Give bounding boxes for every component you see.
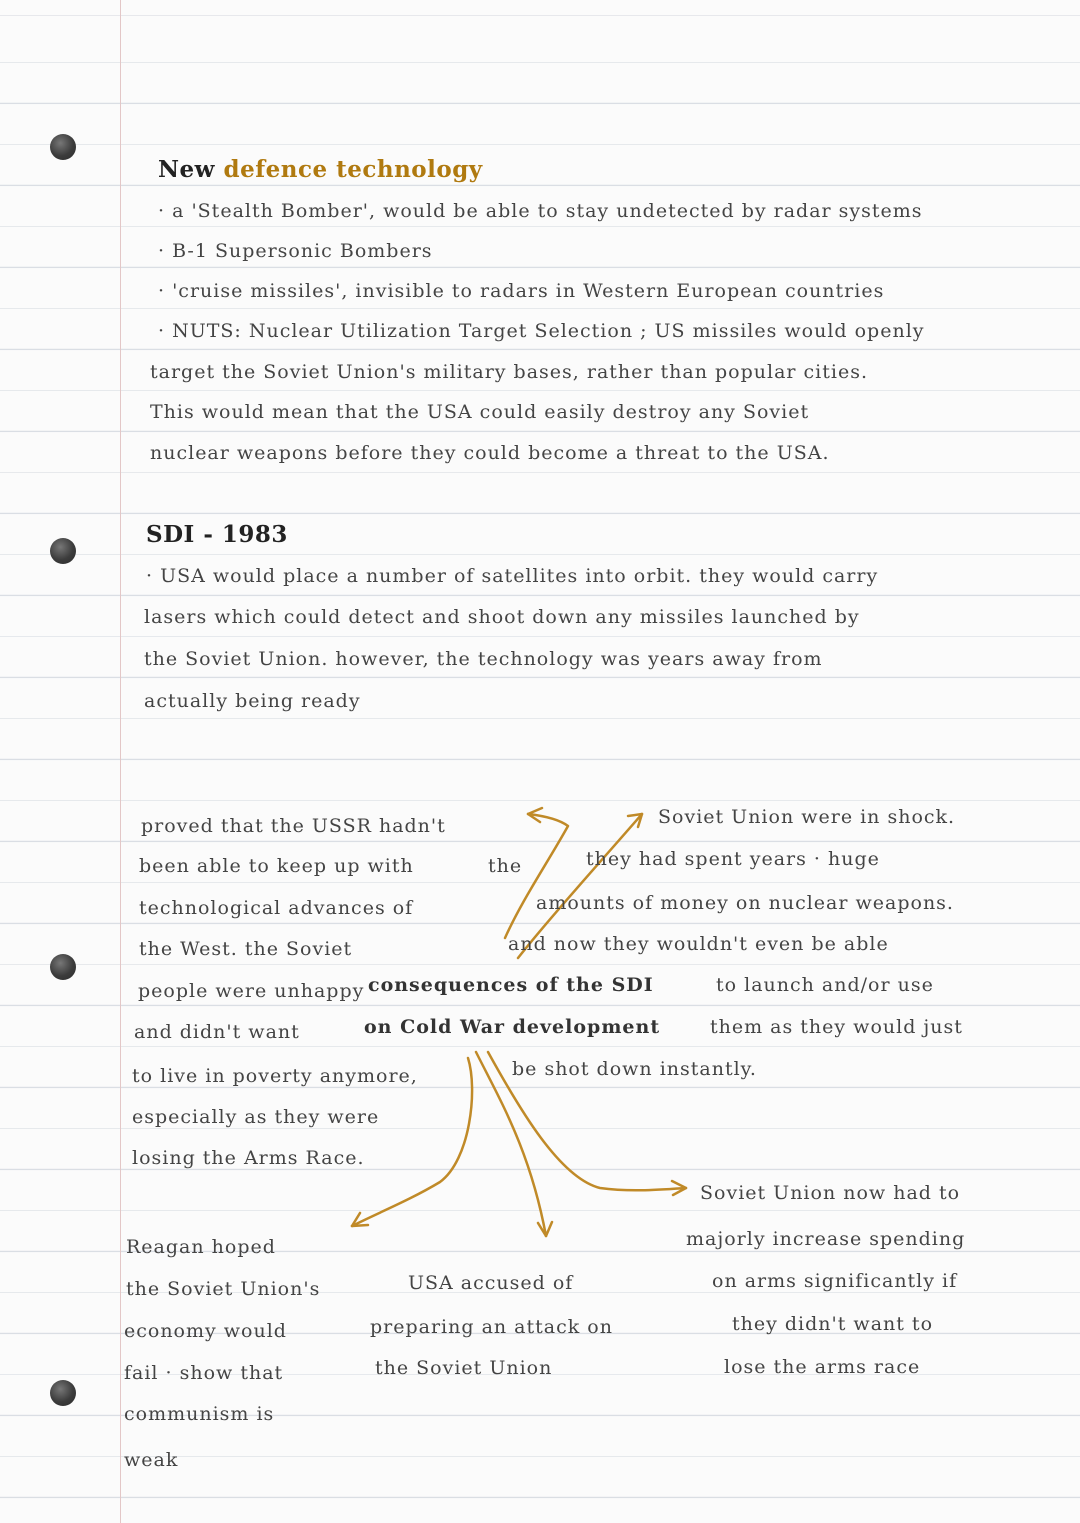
mindmap-text: preparing an attack on — [370, 1316, 613, 1338]
mindmap-text: and didn't want — [134, 1021, 300, 1043]
mindmap-text: people were unhappy — [138, 980, 365, 1002]
mindmap-text: weak — [124, 1449, 179, 1471]
mindmap-text: technological advances of — [139, 897, 414, 919]
mindmap-text: be shot down instantly. — [512, 1058, 757, 1080]
note-line: · 'cruise missiles', invisible to radars in Western European countries — [158, 280, 885, 302]
mindmap-text: majorly increase spending — [686, 1228, 966, 1250]
note-line: · a 'Stealth Bomber', would be able to stay undetected by radar systems — [158, 200, 923, 222]
note-line: · B-1 Supersonic Bombers — [158, 240, 433, 262]
mindmap-text: lose the arms race — [724, 1356, 921, 1378]
mindmap-text: to launch and/or use — [716, 974, 934, 996]
mindmap-text: proved that the USSR hadn't — [141, 815, 446, 837]
mindmap-text: USA accused of — [408, 1272, 574, 1294]
mindmap-text: been able to keep up with — [139, 855, 414, 877]
title-highlight: defence technology — [223, 156, 483, 183]
note-line: This would mean that the USA could easily destroy any Soviet — [150, 401, 810, 423]
mindmap-center-topic: on Cold War development — [364, 1016, 661, 1038]
note-line: target the Soviet Union's military bases, rather than popular cities. — [150, 361, 868, 383]
mindmap-text: especially as they were — [132, 1106, 380, 1128]
note-line: · USA would place a number of satellites into orbit. they would carry — [146, 565, 879, 587]
note-line: · NUTS: Nuclear Utilization Target Selection ; US missiles would openly — [158, 320, 925, 342]
mindmap-text: the Soviet Union — [375, 1357, 553, 1379]
note-line: nuclear weapons before they could become a threat to the USA. — [150, 442, 830, 464]
mindmap-text: the — [488, 855, 523, 877]
mindmap-text: Soviet Union now had to — [700, 1182, 961, 1204]
mindmap-text: and now they wouldn't even be able — [508, 933, 889, 955]
mindmap-text: they didn't want to — [732, 1313, 934, 1335]
note-line: actually being ready — [144, 690, 361, 712]
mindmap-text: the Soviet Union's — [126, 1278, 321, 1300]
mindmap-text: Soviet Union were in shock. — [658, 806, 956, 828]
mindmap-text: fail · show that — [124, 1362, 284, 1384]
mindmap-text: amounts of money on nuclear weapons. — [536, 892, 954, 914]
mindmap-text: losing the Arms Race. — [132, 1147, 365, 1169]
mindmap-text: to live in poverty anymore, — [132, 1065, 418, 1087]
mindmap-text: them as they would just — [710, 1016, 963, 1038]
note-line: lasers which could detect and shoot down any missiles launched by — [144, 606, 860, 628]
mindmap-text: on arms significantly if — [712, 1270, 958, 1292]
section-title-sdi: SDI - 1983 — [146, 521, 288, 548]
mindmap-text: communism is — [124, 1403, 275, 1425]
mindmap-text: they had spent years · huge — [586, 848, 880, 870]
mindmap-text: the West. the Soviet — [139, 938, 353, 960]
mindmap-text: economy would — [124, 1320, 287, 1342]
mindmap-text: Reagan hoped — [126, 1236, 276, 1258]
title-word: New — [158, 156, 215, 183]
note-line: the Soviet Union. however, the technology was years away from — [144, 648, 823, 670]
mindmap-center-topic: consequences of the SDI — [368, 974, 654, 996]
